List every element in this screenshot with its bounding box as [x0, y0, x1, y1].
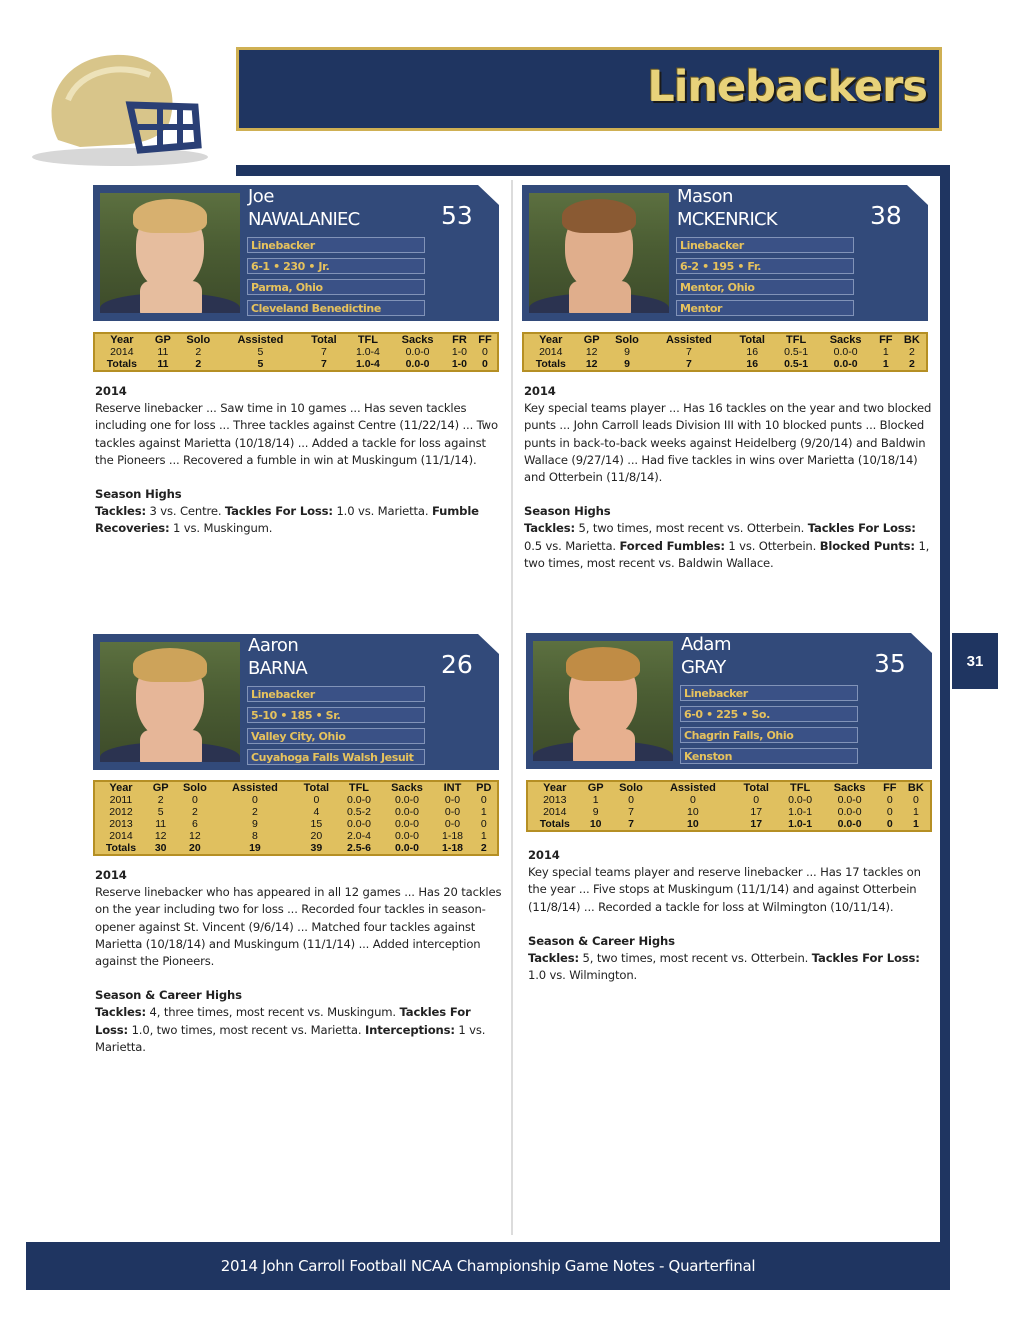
stats-cell: 7: [685, 346, 692, 358]
stats-cell: 0-0: [444, 794, 461, 806]
stats-total-cell: Totals: [535, 358, 566, 370]
player-hometown: Mentor, Ohio: [676, 279, 854, 295]
stats-cell: 0.5-1: [784, 346, 809, 358]
player-number: 38: [870, 201, 902, 230]
high-value: 1.0 vs. Wilmington.: [528, 968, 638, 983]
high-value: 3 vs. Centre.: [146, 504, 225, 519]
high-label: Tackles:: [95, 504, 146, 519]
stats-cell: 2013: [543, 794, 567, 806]
stats-cell: 1: [480, 806, 487, 818]
player-hometown: Valley City, Ohio: [247, 728, 425, 744]
high-label: Tackles:: [524, 521, 575, 536]
bio-year: 2014: [524, 384, 556, 398]
stats-totals-row: [95, 358, 497, 370]
stats-column-header: INT: [443, 782, 462, 794]
stats-cell: 10: [687, 806, 699, 818]
high-value: 1.0 vs. Marietta.: [332, 504, 432, 519]
stats-header-row: [524, 334, 926, 346]
stats-cell: 17: [750, 806, 763, 818]
stats-column-header: Total: [739, 334, 765, 346]
stats-column-header: Solo: [186, 334, 211, 346]
high-label: Tackles For Loss:: [807, 521, 916, 536]
stats-cell: 5: [257, 346, 264, 358]
player-first-name: Adam: [681, 634, 731, 655]
stats-cell: 0.0-0: [395, 830, 419, 842]
player-last-name: NAWALANIEC: [248, 209, 360, 230]
stats-total-cell: 10: [687, 818, 699, 830]
player-position: Linebacker: [676, 237, 854, 253]
stats-row: [95, 346, 497, 358]
stats-table: [526, 780, 932, 832]
stats-cell: 2: [195, 346, 202, 358]
player-last-name: MCKENRICK: [677, 209, 777, 230]
footer: 2014 John Carroll Football NCAA Championship Game Notes - Quarterfinal: [26, 1242, 950, 1290]
column-divider: [511, 180, 513, 1235]
high-value: 1 vs. Muskingum.: [169, 521, 273, 536]
stats-total-cell: 7: [628, 818, 634, 830]
stats-total-cell: 0.0-0: [833, 358, 858, 370]
stats-row: [524, 346, 926, 358]
high-value: 1, two times, most recent vs. Baldwin Wallace.: [524, 538, 930, 570]
stats-cell: 0.0-0: [346, 818, 371, 830]
stats-cell: 12: [585, 346, 598, 358]
high-label: Tackles For Loss:: [224, 504, 333, 519]
player-number: 53: [441, 201, 473, 230]
highs-title: Season Highs: [524, 504, 611, 519]
player-measurables: 6-2 • 195 • Fr.: [676, 258, 854, 274]
stats-cell: 0: [628, 794, 634, 806]
stats-cell: 0: [482, 346, 488, 358]
stats-cell: 11: [155, 818, 167, 830]
stats-column-header: PD: [476, 782, 492, 794]
stats-cell: 0-0: [444, 818, 461, 830]
stats-cell: 1: [480, 830, 487, 842]
stats-column-header: TFL: [348, 782, 370, 794]
stats-cell: 9: [624, 346, 630, 358]
stats-table: [522, 332, 928, 372]
stats-cell: 1.0-1: [788, 806, 813, 818]
player-position: Linebacker: [247, 237, 425, 253]
stats-cell: 9: [252, 818, 258, 830]
bio-year: 2014: [95, 868, 127, 882]
stats-cell: 0: [689, 794, 696, 806]
stats-column-header: Total: [311, 334, 337, 346]
high-label: Blocked Punts:: [819, 538, 915, 553]
high-value: 5, two times, most recent vs. Otterbein.: [575, 521, 808, 536]
player-photo: [529, 193, 669, 313]
player-hometown: Parma, Ohio: [247, 279, 425, 295]
stats-header-row: [95, 334, 497, 346]
stats-cell: 0: [252, 794, 258, 806]
stats-total-cell: 9: [624, 358, 630, 370]
stats-cell: 7: [320, 346, 327, 358]
stats-total-cell: 2: [195, 358, 202, 370]
stats-total-cell: 0: [886, 818, 893, 830]
stats-cell: 0: [886, 794, 893, 806]
stats-total-cell: 30: [154, 842, 167, 854]
stats-cell: 1: [882, 346, 889, 358]
stats-column-header: FF: [879, 334, 893, 346]
stats-total-cell: 2: [908, 358, 915, 370]
player-number: 35: [874, 649, 906, 678]
stats-cell: 0.0-0: [788, 794, 813, 806]
stats-column-header: FR: [452, 334, 467, 346]
stats-column-header: Year: [543, 782, 567, 794]
stats-total-cell: 1.0-4: [355, 358, 380, 370]
stats-row: [95, 818, 497, 830]
stats-total-cell: 39: [310, 842, 323, 854]
stats-cell: 6: [191, 818, 198, 830]
player-position: Linebacker: [247, 686, 425, 702]
stats-column-header: Assisted: [232, 782, 278, 794]
highs-text: [95, 1004, 505, 1056]
player-measurables: 6-0 • 225 • So.: [680, 706, 858, 722]
player-photo: [100, 642, 240, 762]
stats-cell: 2014: [543, 806, 567, 818]
stats-cell: 1: [592, 794, 599, 806]
high-value: 5, two times, most recent vs. Otterbein.: [579, 951, 812, 966]
stats-cell: 20: [310, 830, 323, 842]
player-bio: [95, 383, 505, 538]
stats-column-header: GP: [152, 782, 169, 794]
stats-cell: 0: [313, 794, 320, 806]
stats-cell: 0: [480, 818, 487, 830]
player-bio: [95, 867, 505, 1056]
stats-cell: 12: [154, 830, 167, 842]
stats-column-header: Sacks: [833, 782, 866, 794]
stats-cell: 2: [252, 806, 258, 818]
player-bio: [528, 847, 938, 984]
stats-row: [95, 830, 497, 842]
stats-totals-row: [524, 358, 926, 370]
stats-cell: 0.0-0: [833, 346, 858, 358]
stats-cell: 11: [157, 346, 169, 358]
stats-total-cell: 0: [482, 358, 488, 370]
stats-cell: 2: [157, 794, 164, 806]
player-last-name: BARNA: [248, 658, 307, 679]
stats-cell: 4: [313, 806, 320, 818]
stats-total-cell: 1: [882, 358, 889, 370]
player-photo: [533, 641, 673, 761]
stats-cell: 0.0-0: [405, 346, 430, 358]
stats-cell: 0: [191, 794, 198, 806]
stats-cell: 1-18: [441, 830, 463, 842]
high-value: 1 vs. Marietta.: [95, 1022, 486, 1054]
stats-column-header: Solo: [619, 782, 643, 794]
stats-column-header: Solo: [615, 334, 639, 346]
stats-total-cell: 11: [157, 358, 169, 370]
stats-total-cell: 1-18: [441, 842, 463, 854]
stats-total-cell: 5: [257, 358, 264, 370]
stats-column-header: Total: [303, 782, 330, 794]
player-high-school: Cleveland Benedictine: [247, 300, 425, 316]
stats-column-header: TFL: [357, 334, 378, 346]
stats-cell: 1.0-4: [355, 346, 380, 358]
stats-row: [528, 806, 930, 818]
stats-cell: 0.0-0: [395, 806, 419, 818]
stats-column-header: FF: [478, 334, 492, 346]
stats-cell: 0.0-0: [395, 818, 419, 830]
stats-total-cell: 16: [746, 358, 759, 370]
stats-column-header: Assisted: [665, 334, 712, 346]
stats-column-header: Assisted: [237, 334, 284, 346]
stats-cell: 2012: [109, 806, 133, 818]
helmet-icon: [20, 45, 220, 170]
stats-column-header: TFL: [786, 334, 807, 346]
stats-total-cell: 2.5-6: [346, 842, 371, 854]
stats-cell: 16: [746, 346, 759, 358]
stats-cell: 9: [592, 806, 599, 818]
stats-total-cell: 1.0-1: [788, 818, 813, 830]
high-value: 1.0, two times, most recent vs. Marietta.: [128, 1022, 365, 1037]
player-hometown: Chagrin Falls, Ohio: [680, 727, 858, 743]
stats-total-cell: 7: [685, 358, 692, 370]
stats-column-header: Assisted: [669, 782, 716, 794]
stats-total-cell: 1: [912, 818, 919, 830]
high-label: Tackles:: [528, 951, 579, 966]
stats-column-header: Year: [110, 334, 134, 346]
frame-top: [236, 165, 950, 176]
stats-total-cell: 7: [320, 358, 327, 370]
stats-totals-row: [528, 818, 930, 830]
bio-text: Key special teams player and reserve linebacker ... Has 17 tackles on the year ... Five stops at Muskingum (11/1/14) and against Otterbein (11/8/14) ... Recorded a tackle for loss at Wilmington (10/11/14).: [528, 865, 921, 914]
stats-column-header: Year: [109, 782, 133, 794]
highs-title: Season & Career Highs: [95, 988, 242, 1003]
stats-column-header: BK: [907, 782, 924, 794]
player-high-school: Cuyahoga Falls Walsh Jesuit: [247, 749, 425, 765]
stats-totals-row: [95, 842, 497, 854]
bio-text: Reserve linebacker ... Saw time in 10 games ... Has seven tackles including one for loss ... Three tackles against Centre (11/22/14) ... Two tackles against Marietta (10/18/14) ... Added a tackle for loss against the Pioneers ... Recovered a fumble in win at Muskingum (11/1/14).: [95, 401, 498, 467]
frame-right: [940, 165, 950, 1290]
stats-total-cell: Totals: [539, 818, 570, 830]
stats-cell: 2013: [109, 818, 133, 830]
player-position: Linebacker: [680, 685, 858, 701]
highs-text: [524, 520, 934, 572]
stats-total-cell: Totals: [106, 358, 137, 370]
stats-cell: 5: [157, 806, 164, 818]
stats-cell: 1-0: [451, 346, 468, 358]
stats-total-cell: 1-0: [451, 358, 468, 370]
high-label: Tackles For Loss:: [811, 951, 920, 966]
stats-total-cell: 2: [480, 842, 487, 854]
stats-total-cell: 19: [249, 842, 261, 854]
high-label: Tackles:: [95, 1005, 146, 1020]
stats-total-cell: 12: [585, 358, 598, 370]
high-label: Forced Fumbles:: [619, 538, 725, 553]
bio-text: Reserve linebacker who has appeared in all 12 games ... Has 20 tackles on the year including two for loss ... Recorded four tackles in season-opener against St. Vincent (9/6/14) ... Matched four tackles against Marietta (10/18/14) and Muskingum (11/1/14) ... Added interception against the Pioneers.: [95, 885, 502, 969]
player-first-name: Mason: [677, 186, 733, 207]
highs-text: [528, 950, 938, 984]
stats-column-header: GP: [154, 334, 171, 346]
stats-cell: 0.0-0: [837, 806, 862, 818]
stats-cell: 2014: [109, 830, 133, 842]
stats-total-cell: 0.0-0: [405, 358, 430, 370]
stats-total-cell: Totals: [105, 842, 137, 854]
stats-cell: 0.5-2: [346, 806, 371, 818]
stats-table: [93, 780, 499, 856]
highs-text: [95, 503, 505, 537]
high-label: Tackles For Loss:: [95, 1005, 471, 1037]
stats-total-cell: 0.5-1: [784, 358, 809, 370]
player-measurables: 6-1 • 230 • Jr.: [247, 258, 425, 274]
stats-cell: 0: [753, 794, 760, 806]
stats-cell: 0: [886, 806, 893, 818]
player-high-school: Mentor: [676, 300, 854, 316]
stats-total-cell: 17: [750, 818, 763, 830]
page-number: 31: [952, 633, 998, 689]
stats-column-header: Solo: [182, 782, 207, 794]
stats-header-row: [528, 782, 930, 794]
stats-cell: 12: [189, 830, 201, 842]
stats-cell: 0: [912, 794, 919, 806]
stats-cell: 15: [310, 818, 323, 830]
stats-cell: 1: [912, 806, 919, 818]
stats-cell: 0.0-0: [346, 794, 371, 806]
stats-column-header: BK: [903, 334, 920, 346]
stats-cell: 2: [191, 806, 198, 818]
player-number: 26: [441, 650, 473, 679]
stats-cell: 8: [252, 830, 258, 842]
stats-cell: 2.0-4: [346, 830, 371, 842]
stats-column-header: Year: [539, 334, 563, 346]
stats-column-header: GP: [587, 782, 604, 794]
stats-row: [528, 794, 930, 806]
bio-year: 2014: [95, 384, 127, 398]
stats-column-header: FF: [883, 782, 897, 794]
stats-total-cell: 20: [189, 842, 201, 854]
highs-title: Season Highs: [95, 487, 182, 502]
stats-total-cell: 0.0-0: [395, 842, 419, 854]
bio-year: 2014: [528, 848, 560, 862]
player-first-name: Aaron: [248, 635, 299, 656]
stats-cell: 2014: [539, 346, 563, 358]
stats-cell: 2: [908, 346, 915, 358]
bio-text: Key special teams player ... Has 16 tackles on the year and two blocked punts ... John Carroll leads Division III with 10 blocked punts ... Blocked punts in back-to-back weeks against Heidelberg (9/20/14) and Baldwin Wallace (9/27/14) ... Had five tackles in wins over Marietta (10/18/14) and Otterbein (11/8/14).: [524, 401, 932, 485]
stats-column-header: TFL: [790, 782, 811, 794]
stats-cell: 0-0: [444, 806, 461, 818]
player-first-name: Joe: [248, 186, 274, 207]
stats-column-header: Sacks: [391, 782, 423, 794]
player-photo: [100, 193, 240, 313]
stats-cell: 2014: [110, 346, 134, 358]
stats-column-header: GP: [583, 334, 600, 346]
stats-cell: 0.0-0: [837, 794, 862, 806]
high-value: 1 vs. Otterbein.: [724, 538, 820, 553]
player-last-name: GRAY: [681, 657, 726, 678]
stats-header-row: [95, 782, 497, 794]
stats-table: [93, 332, 499, 372]
player-bio: [524, 383, 934, 572]
player-high-school: Kenston: [680, 748, 858, 764]
stats-column-header: Sacks: [829, 334, 862, 346]
stats-row: [95, 794, 497, 806]
title-bar: [236, 47, 942, 131]
stats-total-cell: 10: [589, 818, 602, 830]
highs-title: Season & Career Highs: [528, 933, 675, 948]
stats-column-header: Total: [743, 782, 769, 794]
stats-row: [95, 806, 497, 818]
stats-cell: 0: [480, 794, 487, 806]
page-title: Linebackers: [647, 62, 927, 112]
stats-cell: 2011: [109, 794, 133, 806]
high-value: 4, three times, most recent vs. Muskingum.: [146, 1005, 400, 1020]
high-label: Fumble Recoveries:: [95, 504, 479, 536]
stats-total-cell: 0.0-0: [837, 818, 862, 830]
player-measurables: 5-10 • 185 • Sr.: [247, 707, 425, 723]
stats-cell: 0.0-0: [395, 794, 419, 806]
high-value: 0.5 vs. Marietta.: [524, 538, 620, 553]
stats-cell: 7: [628, 806, 634, 818]
stats-column-header: Sacks: [401, 334, 434, 346]
high-label: Interceptions:: [364, 1022, 455, 1037]
